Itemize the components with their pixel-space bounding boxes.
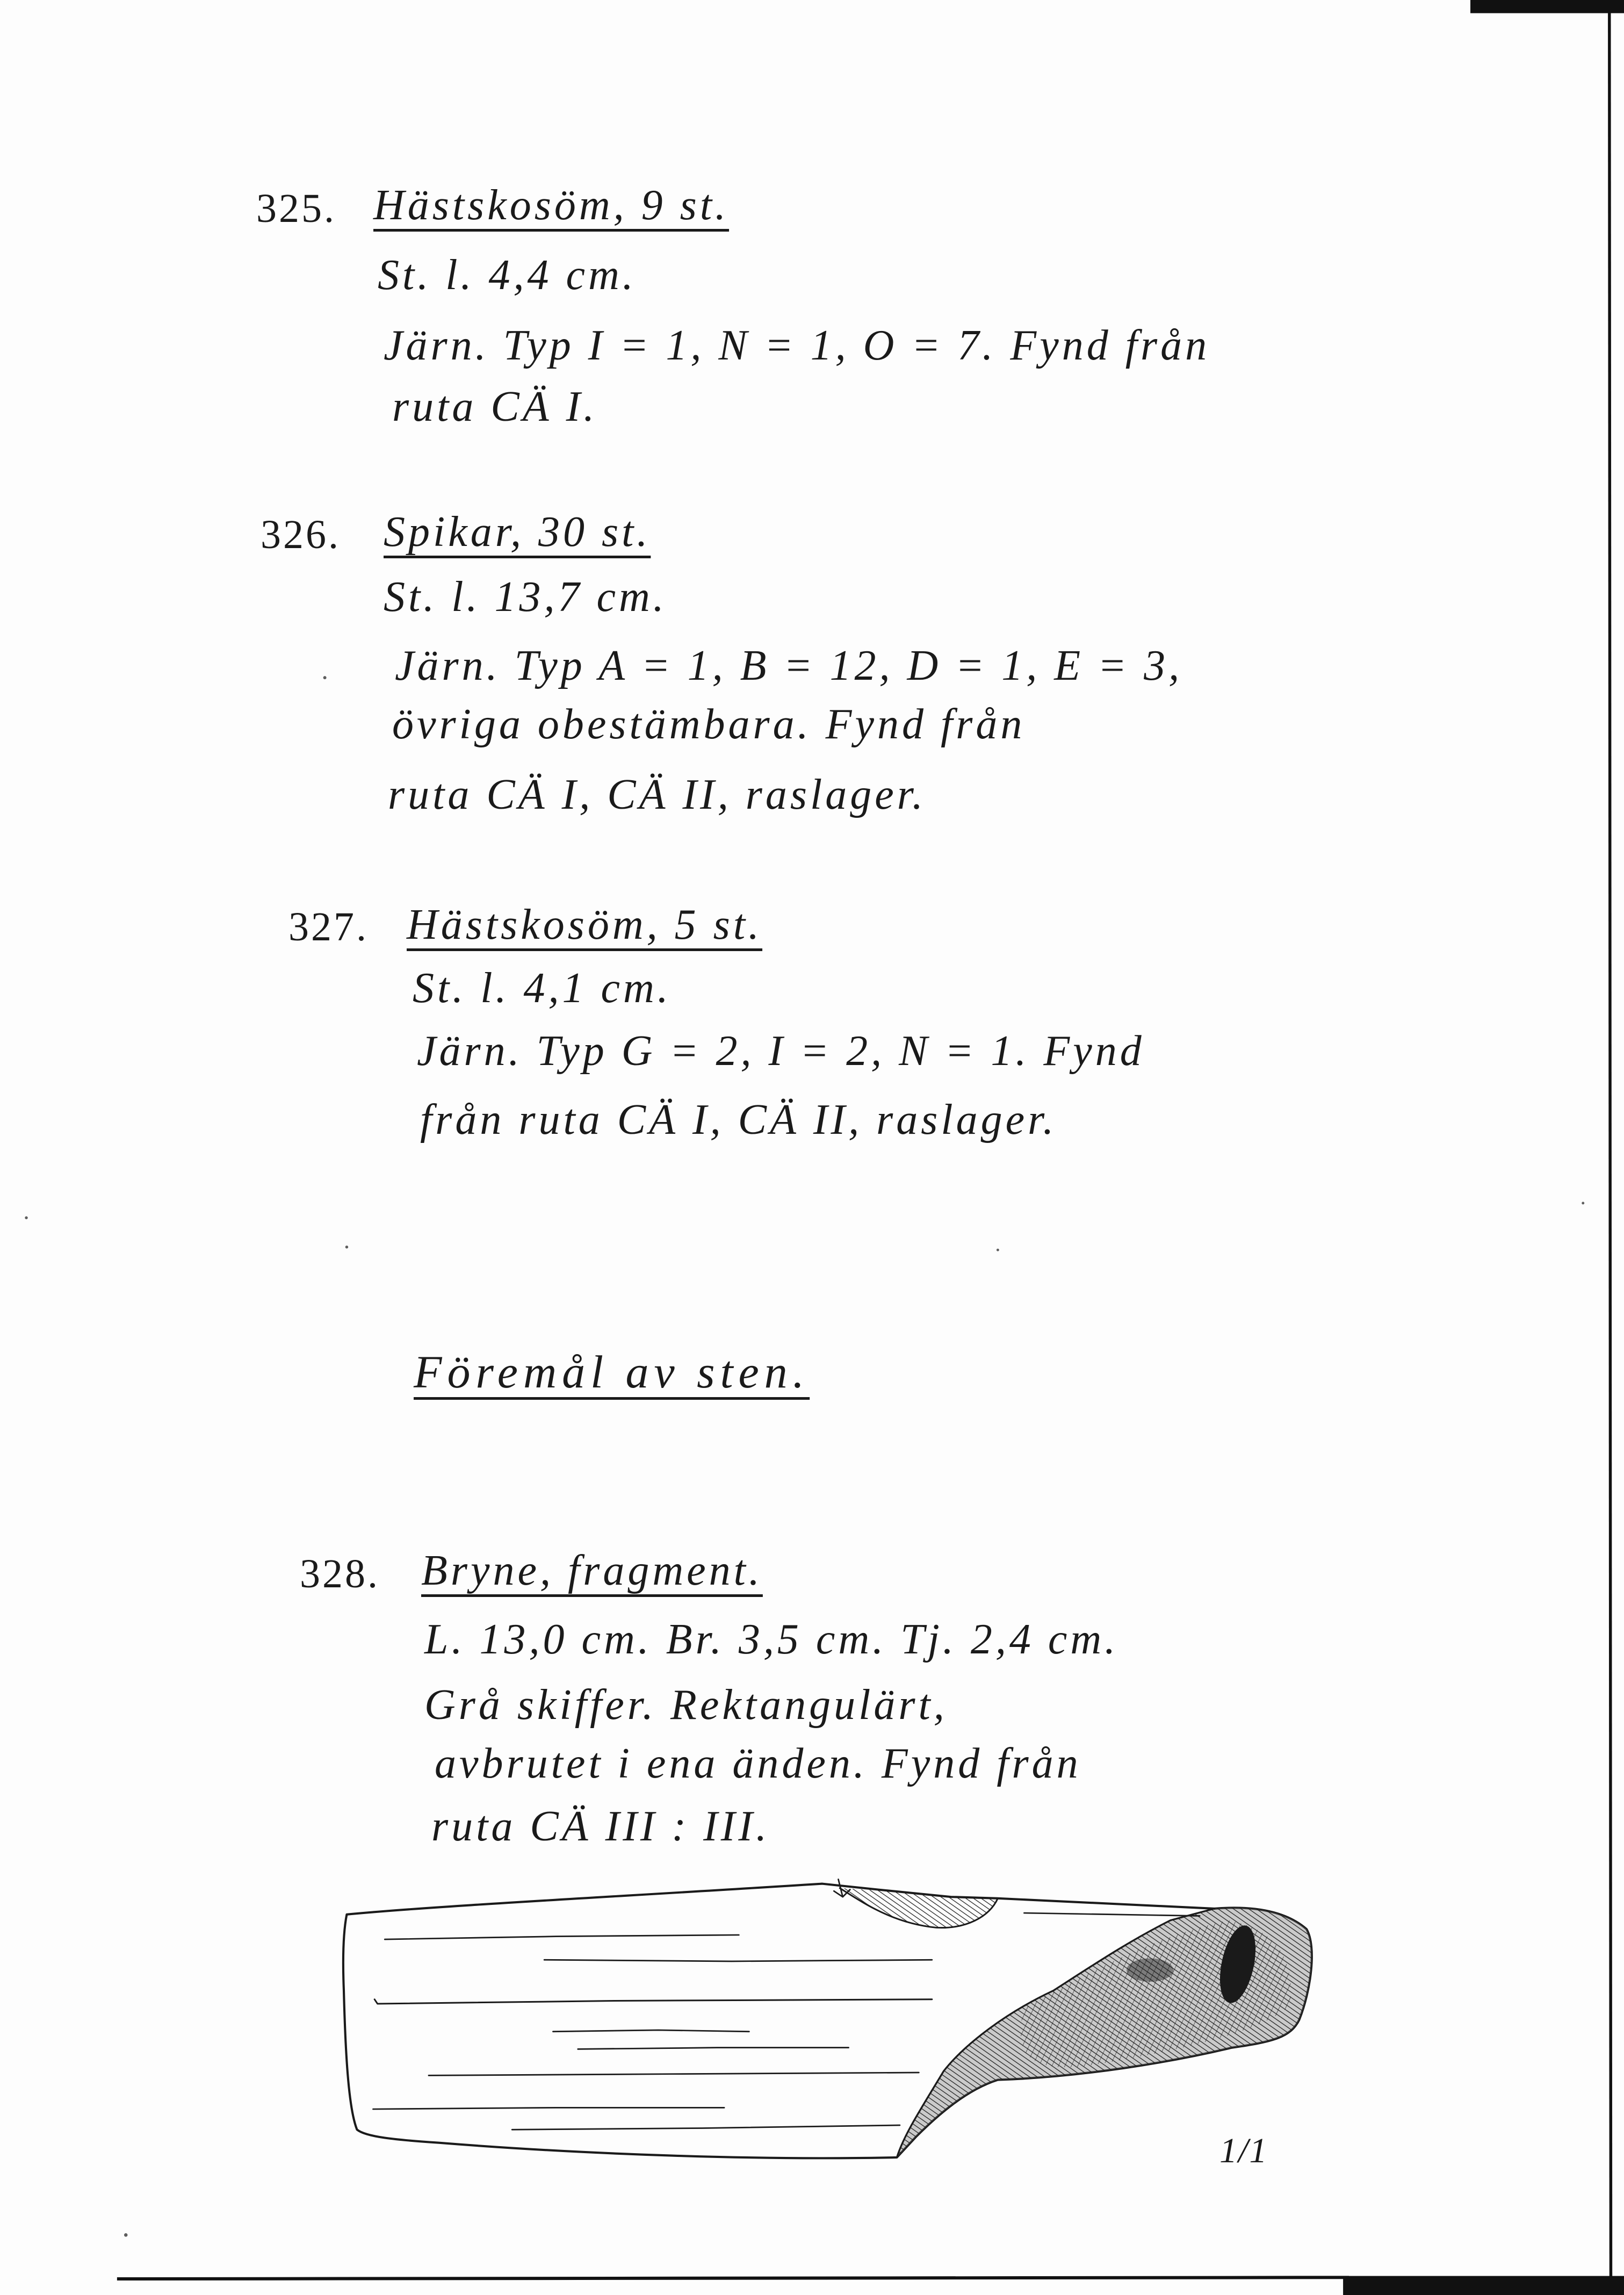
speck [345,1246,348,1248]
entry-description-line: Grå skiffer. Rektangulärt, [424,1681,948,1729]
scan-edge-top-right [1470,0,1624,13]
entry-description-line: ruta CÄ III : III. [431,1803,770,1850]
entry-title: Bryne, fragment. [421,1547,763,1594]
entry-description-line: Järn. Typ G = 2, I = 2, N = 1. Fynd [417,1027,1145,1075]
whetstone-dark-patch [1127,1959,1173,1982]
scan-edge-bottom-right [1343,2276,1624,2295]
entry-description-line: övriga obestämbara. Fynd från [392,701,1026,748]
entry-number: 326. [261,512,341,557]
entry-title: Spikar, 30 st. [384,508,651,556]
entry-description-line: Järn. Typ A = 1, B = 12, D = 1, E = 3, [395,642,1183,689]
entry-description-line: Järn. Typ I = 1, N = 1, O = 7. Fynd från [384,322,1210,369]
section-heading: Föremål av sten. [414,1346,810,1398]
entry-number: 327. [288,904,369,949]
entry-measurement: St. l. 13,7 cm. [384,573,667,621]
entry-measurement: St. l. 4,4 cm. [378,251,637,299]
entry-measurement: St. l. 4,1 cm. [413,965,672,1012]
speck [1582,1202,1584,1205]
entry-description-line: från ruta CÄ I, CÄ II, raslager. [420,1096,1057,1143]
speck [25,1217,27,1219]
entry-measurement: L. 13,0 cm. Br. 3,5 cm. Tj. 2,4 cm. [424,1616,1119,1663]
speck [323,676,327,679]
entry-number: 325. [256,186,336,231]
entry-number: 328. [300,1551,380,1596]
entry-title: Hästskosöm, 9 st. [373,182,730,229]
entry-description-line: ruta CÄ I. [392,383,598,430]
page-edge-right [1609,0,1611,2279]
entry-title: Hästskosöm, 5 st. [407,901,763,948]
drawing-scale-label: 1/1 [1219,2131,1268,2170]
speck [124,2233,128,2237]
page-edge-bottom [117,2277,1349,2279]
entry-description-line: avbrutet i ena änden. Fynd från [435,1740,1081,1787]
entry-description-line: ruta CÄ I, CÄ II, raslager. [388,771,926,818]
speck [997,1249,999,1251]
whetstone-drawing [343,1879,1312,2158]
